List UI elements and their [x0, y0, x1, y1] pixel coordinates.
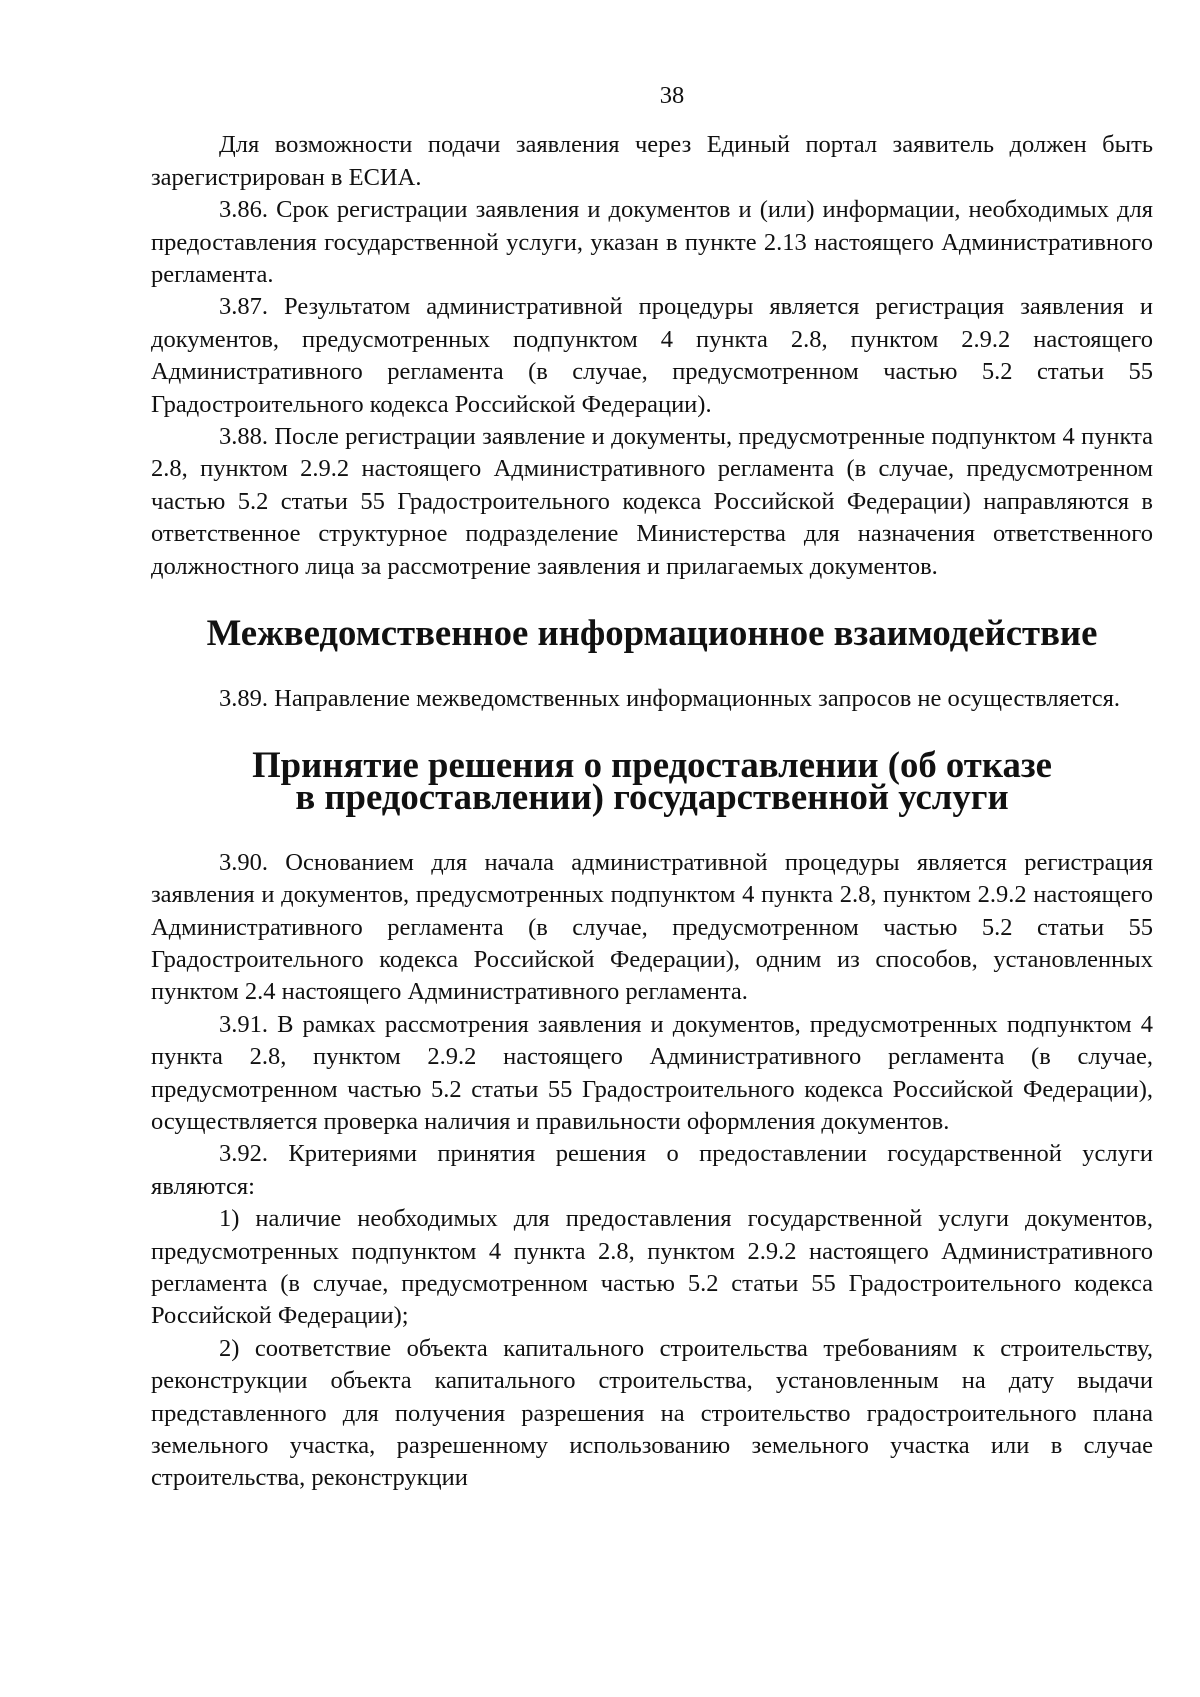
paragraph-3-89: 3.89. Направление межведомственных информационных запросов не осуществляется.	[219, 684, 1120, 712]
spacer	[151, 650, 1153, 683]
section-heading-decision	[151, 743, 1153, 818]
heading-line: в предоставлении) государственной услуги	[295, 776, 1009, 818]
paragraph-esia-registration: Для возможности подачи заявления через Единый портал заявитель должен быть зарегистрирован в ЕСИА.	[151, 131, 1153, 191]
spacer	[151, 814, 1153, 847]
list-item-2: 2) соответствие объекта капитального строительства требованиям к строительству, реконструкции объекта капитального строительства, установленным на дату выдачи представленного для получения разрешения на строительство градостроительного плана земельного участка, разрешенному использованию земельного участка или в случае строительства, реконструкции	[151, 1334, 1153, 1492]
paragraph-3-91: 3.91. В рамках рассмотрения заявления и документов, предусмотренных подпунктом 4 пункта 2.8, пунктом 2.9.2 настоящего Административного регламента (в случае, предусмотренном частью 5.2 статьи 55 Градостроительного кодекса Российской Федерации), осуществляется проверка наличия и правильности оформления документов.	[151, 1010, 1153, 1135]
paragraph-3-88: 3.88. После регистрации заявление и документы, предусмотренные подпунктом 4 пункта 2.8, пунктом 2.9.2 настоящего Административного регламента (в случае, предусмотренном частью 5.2 статьи 55 Градостроительного кодекса Российской Федерации) направляются в ответственное структурное подразделение Министерства для назначения ответственного должностного лица за рассмотрение заявления и прилагаемых документов.	[151, 423, 1153, 580]
paragraph-3-86: 3.86. Срок регистрации заявления и документов и (или) информации, необходимых для предоставления государственной услуги, указан в пункте 2.13 настоящего Административного регламента.	[151, 196, 1153, 289]
section-heading-interagency	[151, 612, 1153, 654]
paragraph-3-90: 3.90. Основанием для начала административной процедуры является регистрация заявления и документов, предусмотренных подпунктом 4 пункта 2.8, пунктом 2.9.2 настоящего Административного регламента (в случае, предусмотренном частью 5.2 статьи 55 Градостроительного кодекса Российской Федерации), одним из способов, установленных пунктом 2.4 настоящего Административного регламента.	[151, 848, 1153, 1006]
list-item-1: 1) наличие необходимых для предоставления государственной услуги документов, предусмотренных подпунктом 4 пункта 2.8, пунктом 2.9.2 настоящего Административного регламента (в случае, предусмотренном частью 5.2 статьи 55 Градостроительного кодекса Российской Федерации);	[151, 1205, 1153, 1330]
paragraph-3-87: 3.87. Результатом административной процедуры является регистрация заявления и документов, предусмотренных подпунктом 4 пункта 2.8, пунктом 2.9.2 настоящего Административного регламента (в случае, предусмотренном частью 5.2 статьи 55 Градостроительного кодекса Российской Федерации).	[151, 293, 1153, 418]
heading-line: Принятие решения о предоставлении (об отказе	[252, 743, 1052, 785]
paragraph-3-92: 3.92. Критериями принятия решения о предоставлении государственной услуги являются:	[151, 1140, 1153, 1200]
heading-line: Межведомственное информационное взаимодействие	[206, 612, 1098, 654]
page-number: 38	[659, 82, 685, 109]
